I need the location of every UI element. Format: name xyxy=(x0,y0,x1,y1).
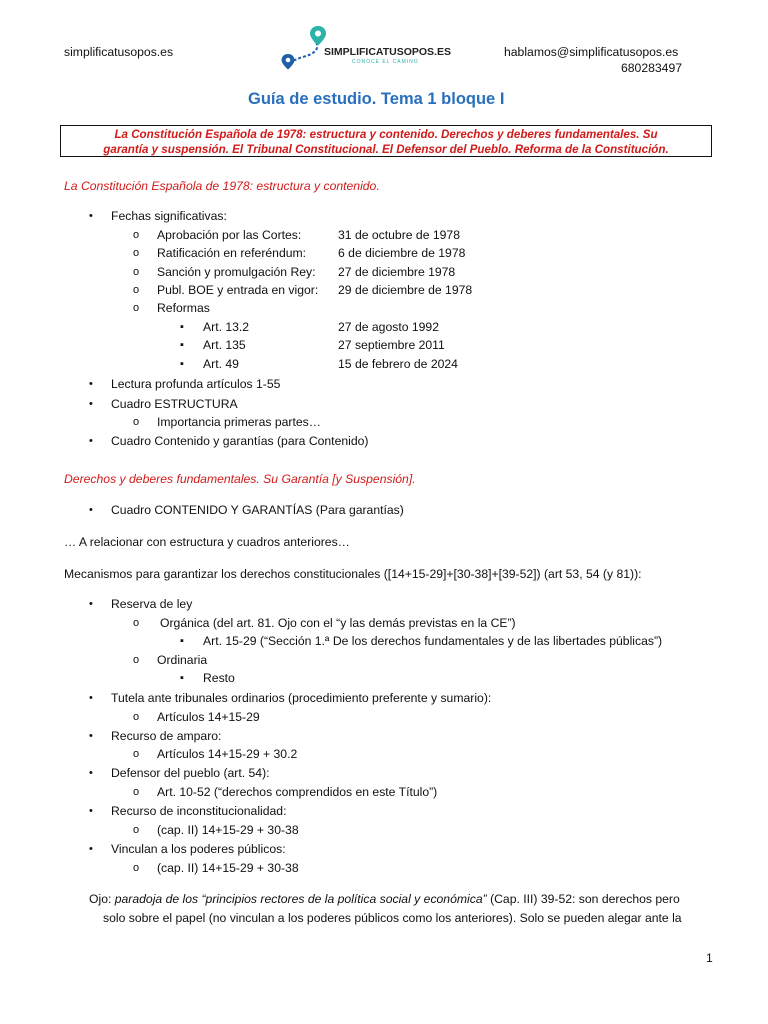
list-item: Recurso de inconstitucionalidad: xyxy=(111,804,287,818)
circle-bullet-icon xyxy=(133,746,139,762)
bullet-icon xyxy=(89,728,93,744)
date-value: 31 de octubre de 1978 xyxy=(338,228,460,242)
logo-tagline: CONOCE EL CAMINO xyxy=(352,59,419,65)
circle-bullet-icon xyxy=(133,860,139,876)
list-item: Cuadro CONTENIDO Y GARANTÍAS (Para garantías) xyxy=(111,503,404,517)
bullet-icon xyxy=(89,690,93,706)
list-item: Ordinaria xyxy=(157,653,208,667)
date-value: 6 de diciembre de 1978 xyxy=(338,246,466,260)
bullet-icon xyxy=(89,502,93,518)
circle-bullet-icon xyxy=(133,227,139,243)
note-paragraph xyxy=(89,891,680,907)
square-bullet-icon xyxy=(180,319,184,335)
circle-bullet-icon xyxy=(133,709,139,725)
reforma-value: 27 de agosto 1992 xyxy=(338,320,439,334)
circle-bullet-icon xyxy=(133,264,139,280)
paragraph: … A relacionar con estructura y cuadros anteriores… xyxy=(64,535,350,549)
reforma-label: Art. 135 xyxy=(203,338,246,352)
square-bullet-icon xyxy=(180,670,184,686)
bullet-icon xyxy=(89,376,93,392)
paragraph: Mecanismos para garantizar los derechos constitucionales ([14+15-29]+[30-38]+[39-52]) (art 53, 54 (y 81)): xyxy=(64,567,642,581)
date-value: 27 de diciembre 1978 xyxy=(338,265,456,279)
square-bullet-icon xyxy=(180,356,184,372)
note-italic-quote: “principios rectores de la política social y económica” xyxy=(201,892,487,906)
list-item: Cuadro Contenido y garantías (para Contenido) xyxy=(111,434,369,448)
circle-bullet-icon xyxy=(133,784,139,800)
bullet-icon xyxy=(89,803,93,819)
list-item: Defensor del pueblo (art. 54): xyxy=(111,766,270,780)
list-item: Lectura profunda artículos 1-55 xyxy=(111,377,281,391)
list-item: Recurso de amparo: xyxy=(111,729,222,743)
circle-bullet-icon xyxy=(133,652,139,668)
site-logo xyxy=(276,26,476,74)
circle-bullet-icon xyxy=(133,282,139,298)
topic-line-2: garantía y suspensión. El Tribunal Constitucional. El Defensor del Pueblo. Reforma de la Constitución. xyxy=(103,143,669,156)
circle-bullet-icon xyxy=(133,245,139,261)
topic-line-1: La Constitución Española de 1978: estructura y contenido. Derechos y deberes fundamentales. Su xyxy=(114,128,658,141)
list-item: Importancia primeras partes… xyxy=(157,415,321,429)
date-label: Sanción y promulgación Rey: xyxy=(157,265,316,279)
list-item: Reformas xyxy=(157,301,210,315)
logo-text: SIMPLIFICATUSOPOS.ES xyxy=(324,46,451,58)
reforma-value: 27 septiembre 2011 xyxy=(338,338,445,352)
list-item: Art. 10-52 (“derechos comprendidos en este Título”) xyxy=(157,785,438,799)
page-number: 1 xyxy=(706,951,713,965)
topic-box xyxy=(60,125,712,157)
bullet-icon xyxy=(89,396,93,412)
reforma-label: Art. 13.2 xyxy=(203,320,250,334)
list-item: Orgánica (del art. 81. Ojo con el “y las demás previstas en la CE”) xyxy=(160,616,516,630)
circle-bullet-icon xyxy=(133,300,139,316)
note-italic: paradoja de los xyxy=(114,892,199,906)
date-value: 29 de diciembre de 1978 xyxy=(338,283,473,297)
bullet-icon xyxy=(89,433,93,449)
list-item: Fechas significativas: xyxy=(111,209,227,223)
section-heading-2: Derechos y deberes fundamentales. Su Garantía [y Suspensión]. xyxy=(64,472,416,486)
page-title: Guía de estudio. Tema 1 bloque I xyxy=(248,90,505,108)
list-item: Cuadro ESTRUCTURA xyxy=(111,397,238,411)
date-label: Ratificación en referéndum: xyxy=(157,246,307,260)
circle-bullet-icon xyxy=(133,822,139,838)
date-label: Aprobación por las Cortes: xyxy=(157,228,302,242)
list-item: Artículos 14+15-29 xyxy=(157,710,260,724)
note-label: Ojo: xyxy=(89,892,112,906)
header-phone: 680283497 xyxy=(621,61,683,75)
list-item: Resto xyxy=(203,671,235,685)
list-item: Artículos 14+15-29 + 30.2 xyxy=(157,747,298,761)
list-item: (cap. II) 14+15-29 + 30-38 xyxy=(157,861,299,875)
reforma-label: Art. 49 xyxy=(203,357,239,371)
header-email: hablamos@simplificatusopos.es xyxy=(504,45,679,59)
section-heading-1: La Constitución Española de 1978: estructura y contenido. xyxy=(64,179,380,193)
square-bullet-icon xyxy=(180,337,184,353)
bullet-icon xyxy=(89,841,93,857)
bullet-icon xyxy=(89,765,93,781)
list-item: Reserva de ley xyxy=(111,597,193,611)
reforma-value: 15 de febrero de 2024 xyxy=(338,357,458,371)
bullet-icon xyxy=(89,596,93,612)
bullet-icon xyxy=(89,208,93,224)
list-item: (cap. II) 14+15-29 + 30-38 xyxy=(157,823,299,837)
header-site: simplificatusopos.es xyxy=(64,45,174,59)
circle-bullet-icon xyxy=(133,615,139,631)
list-item: Vinculan a los poderes públicos: xyxy=(111,842,286,856)
date-label: Publ. BOE y entrada en vigor: xyxy=(157,283,319,297)
square-bullet-icon xyxy=(180,633,184,649)
circle-bullet-icon xyxy=(133,414,139,430)
note-text: (Cap. III) 39-52: son derechos pero xyxy=(490,892,680,906)
list-item: Tutela ante tribunales ordinarios (procedimiento preferente y sumario): xyxy=(111,691,492,705)
list-item: Art. 15-29 (“Sección 1.ª De los derechos fundamentales y de las libertades públicas”) xyxy=(203,634,663,648)
note-paragraph-line-2: solo sobre el papel (no vinculan a los poderes públicos como los anteriores). Solo se pueden alegar ante la xyxy=(103,911,682,925)
